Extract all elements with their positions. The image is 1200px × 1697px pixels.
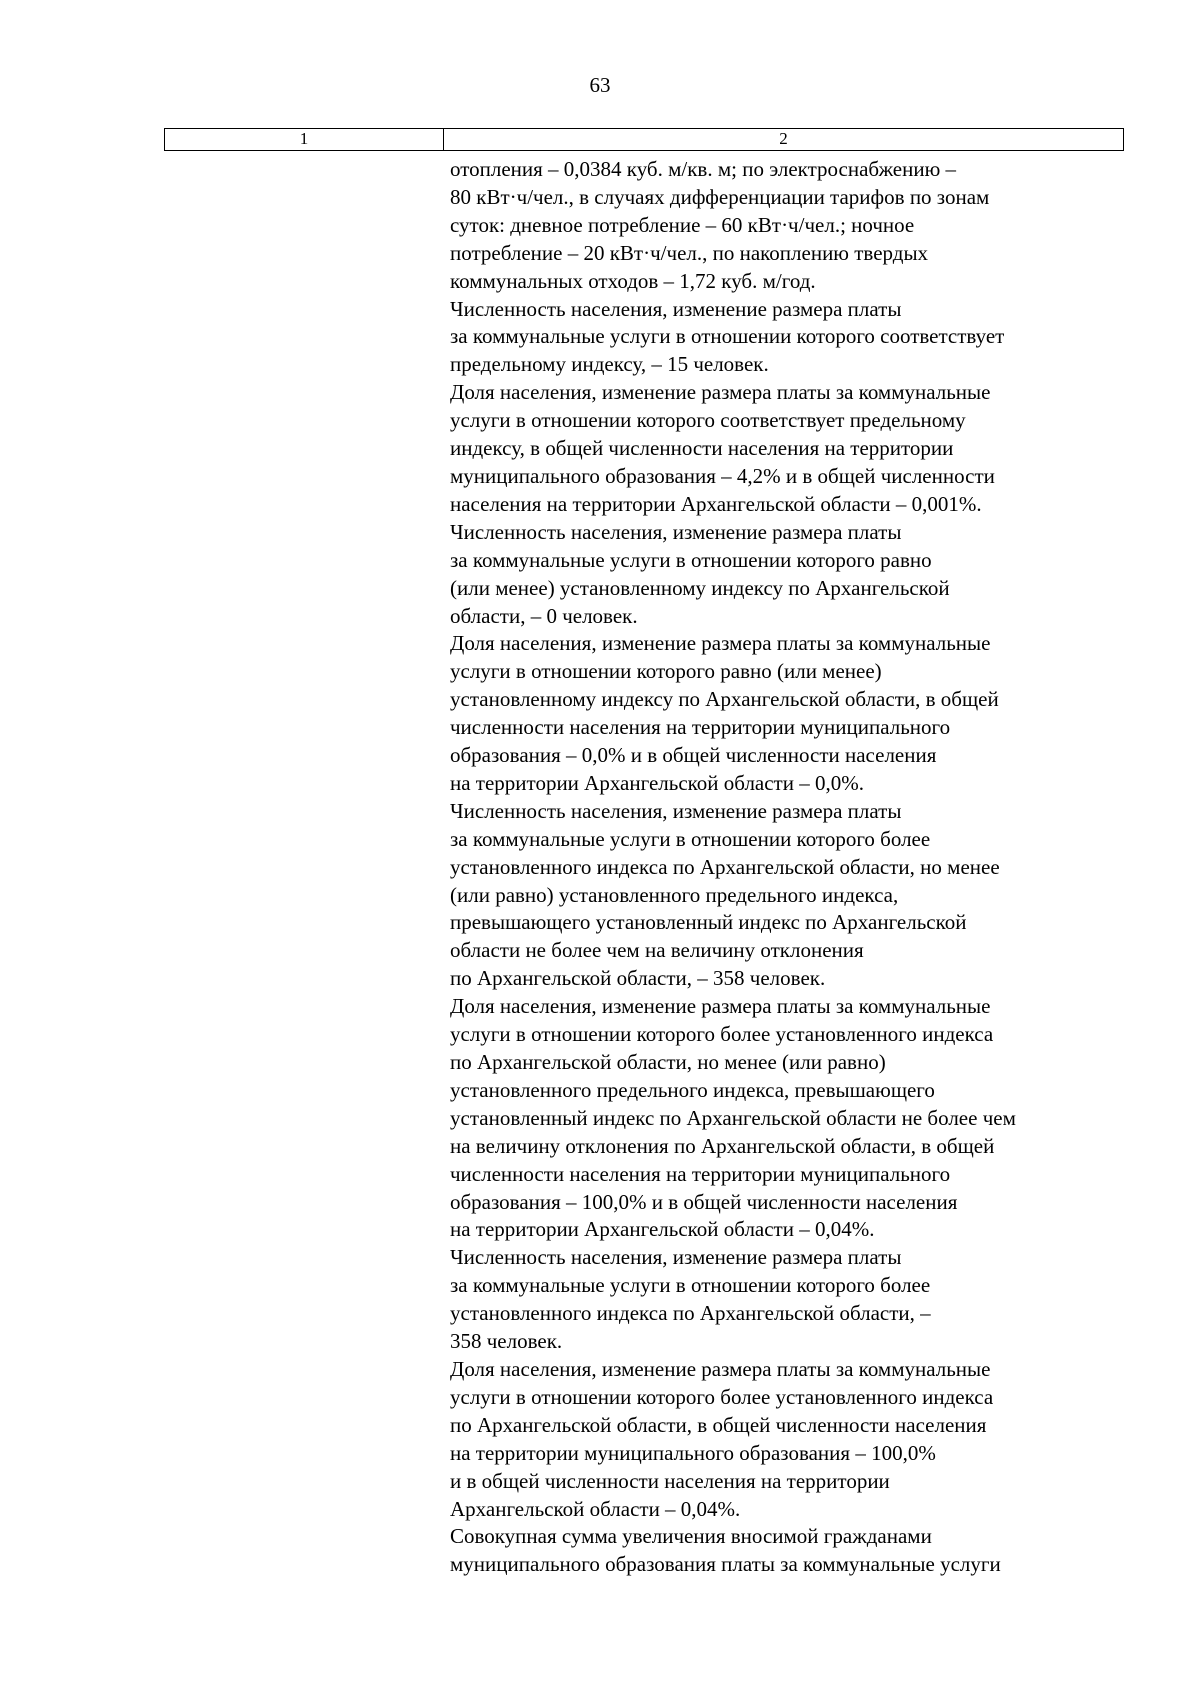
text-line: установленный индекс по Архангельской области не более чем: [450, 1105, 1016, 1130]
text-line: на территории Архангельской области – 0,0%.: [450, 770, 864, 795]
text-line: 358 человек.: [450, 1329, 563, 1354]
text-line: коммунальных отходов – 1,72 куб. м/год.: [450, 268, 816, 293]
text-line: Доля населения, изменение размера платы за коммунальные: [450, 380, 991, 405]
text-line: на территории Архангельской области – 0,04%.: [450, 1217, 875, 1242]
text-line: по Архангельской области, – 358 человек.: [450, 966, 826, 991]
text-line: отопления – 0,0384 куб. м/кв. м; по электроснабжению –: [450, 157, 957, 181]
text-line: суток: дневное потребление – 60 кВт·ч/чел.; ночное: [450, 212, 915, 237]
text-line: предельному индексу, – 15 человек.: [450, 352, 769, 377]
table-header-col-1: 1: [165, 129, 444, 150]
text-line: Архангельской области – 0,04%.: [450, 1496, 741, 1521]
text-line: потребление – 20 кВт·ч/чел., по накоплению твердых: [450, 240, 929, 265]
text-line: услуги в отношении которого более установленного индекса: [450, 1384, 994, 1409]
text-line: области, – 0 человек.: [450, 603, 638, 628]
table-cell-col-2-text: [450, 156, 1130, 1579]
text-line: услуги в отношении которого более установленного индекса: [450, 1022, 994, 1047]
text-line: области не более чем на величину отклонения: [450, 938, 864, 963]
text-line: муниципального образования – 4,2% и в общей численности: [450, 463, 995, 488]
text-line: за коммунальные услуги в отношении которого равно: [450, 547, 932, 572]
text-line: установленного предельного индекса, превышающего: [450, 1077, 935, 1102]
text-line: по Архангельской области, но менее (или равно): [450, 1050, 886, 1074]
text-line: населения на территории Архангельской области – 0,001%.: [450, 491, 982, 516]
table-header-col-2: 2: [779, 129, 788, 148]
text-line: услуги в отношении которого равно (или менее): [450, 659, 882, 684]
text-line: (или менее) установленному индексу по Архангельской: [450, 575, 950, 600]
text-line: установленному индексу по Архангельской области, в общей: [450, 687, 999, 712]
text-line: услуги в отношении которого соответствует предельному: [450, 408, 966, 433]
text-line: Численность населения, изменение размера платы: [450, 519, 902, 544]
text-line: по Архангельской области, в общей численности населения: [450, 1412, 987, 1437]
text-line: численности населения на территории муниципального: [450, 1161, 951, 1186]
text-line: Численность населения, изменение размера платы: [450, 1245, 902, 1270]
text-line: установленного индекса по Архангельской области, –: [450, 1301, 931, 1326]
text-line: Совокупная сумма увеличения вносимой гражданами: [450, 1524, 932, 1549]
text-line: Доля населения, изменение размера платы за коммунальные: [450, 994, 991, 1019]
text-line: за коммунальные услуги в отношении которого более: [450, 826, 931, 851]
text-line: 80 кВт·ч/чел., в случаях дифференциации тарифов по зонам: [450, 184, 990, 209]
text-line: и в общей численности населения на территории: [450, 1468, 890, 1493]
page-number: 63: [589, 73, 611, 97]
text-line: муниципального образования платы за коммунальные услуги: [450, 1552, 1001, 1577]
text-line: за коммунальные услуги в отношении которого соответствует: [450, 324, 1005, 349]
text-line: Численность населения, изменение размера платы: [450, 296, 902, 321]
text-line: образования – 100,0% и в общей численности населения: [450, 1189, 958, 1214]
text-line: Численность населения, изменение размера платы: [450, 798, 902, 823]
text-line: за коммунальные услуги в отношении которого более: [450, 1273, 931, 1298]
text-line: на территории муниципального образования – 100,0%: [450, 1440, 936, 1465]
text-line: на величину отклонения по Архангельской области, в общей: [450, 1133, 995, 1158]
text-line: Доля населения, изменение размера платы за коммунальные: [450, 1356, 991, 1381]
text-line: индексу, в общей численности населения на территории: [450, 436, 954, 461]
text-line: численности населения на территории муниципального: [450, 715, 951, 740]
text-line: (или равно) установленного предельного индекса,: [450, 882, 899, 907]
text-line: установленного индекса по Архангельской области, но менее: [450, 854, 1000, 879]
text-line: превышающего установленный индекс по Архангельской: [450, 910, 967, 935]
text-line: Доля населения, изменение размера платы за коммунальные: [450, 631, 991, 656]
table-header-row: [164, 128, 1124, 151]
text-line: образования – 0,0% и в общей численности населения: [450, 743, 937, 768]
